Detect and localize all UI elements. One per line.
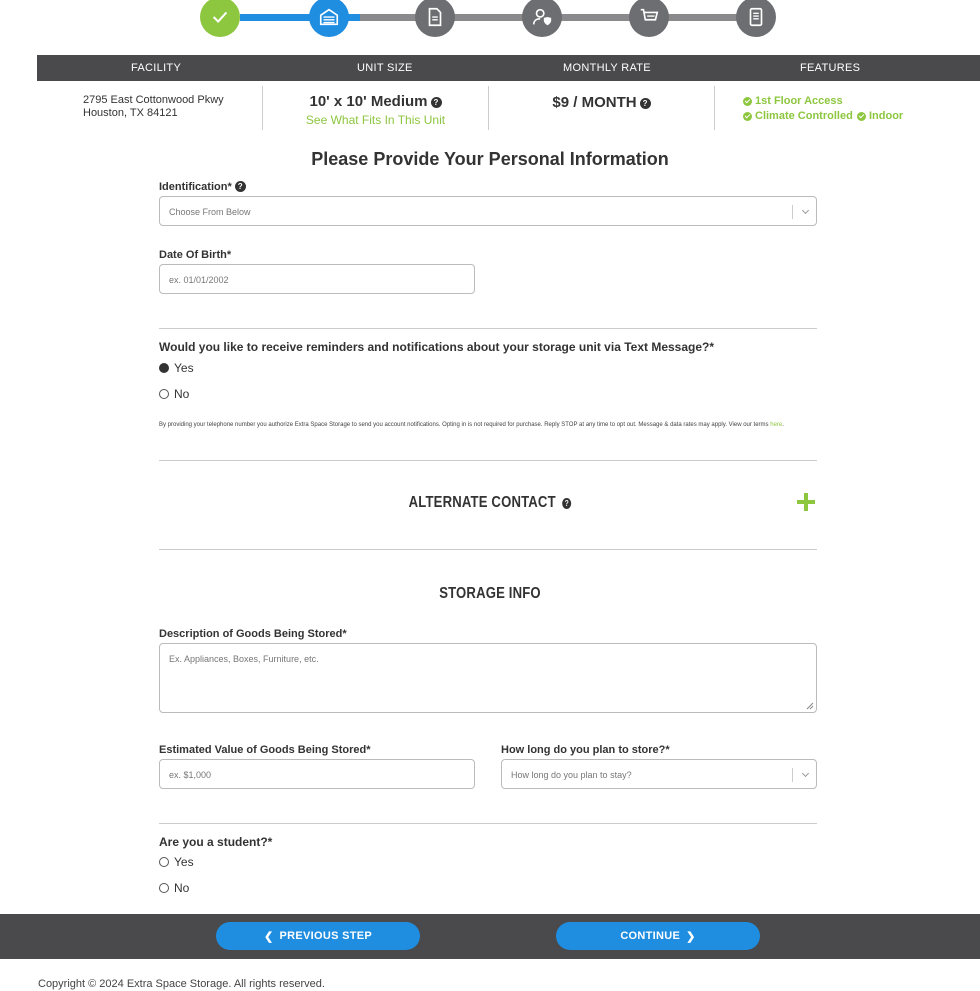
continue-button[interactable]: CONTINUE ❯ (556, 922, 760, 950)
header-features: FEATURES (800, 62, 861, 74)
estimated-value-input[interactable]: ex. $1,000 (159, 759, 475, 789)
check-circle-icon (857, 112, 866, 121)
sms-question: Would you like to receive reminders and notifications about your storage unit via Text Message?* (159, 340, 715, 354)
sms-no-radio[interactable]: No (159, 387, 189, 401)
feature-item: Indoor (857, 110, 903, 122)
help-icon[interactable]: ? (640, 98, 651, 109)
identification-label: Identification* ? (159, 181, 246, 193)
step-reserve[interactable] (200, 0, 240, 37)
identification-select[interactable]: Choose From Below (159, 196, 817, 226)
student-question: Are you a student?* (159, 835, 273, 849)
chevron-right-icon: ❯ (686, 930, 696, 943)
step-account[interactable] (522, 0, 562, 37)
header-monthly-rate: MONTHLY RATE (563, 62, 651, 74)
storage-info-heading: STORAGE INFO (439, 585, 541, 602)
step-payment[interactable] (629, 0, 669, 37)
divider (159, 460, 817, 461)
reservation-summary-header (37, 55, 980, 81)
header-unit-size: UNIT SIZE (357, 62, 413, 74)
document-icon (424, 6, 446, 28)
divider (159, 328, 817, 329)
user-shield-icon (531, 6, 553, 28)
divider (714, 86, 715, 130)
monthly-rate-block (489, 94, 714, 111)
facility-address (83, 94, 224, 120)
radio-icon (159, 857, 169, 867)
radio-icon (159, 883, 169, 893)
check-circle-icon (743, 112, 752, 121)
radio-icon (159, 389, 169, 399)
sms-disclaimer: By providing your telephone number you authorize Extra Space Storage to send you account notifications. Opting in is not required for purchase. Reply STOP at any time to opt out. Message & data rates may apply. View our terms here. (159, 422, 784, 428)
step-details[interactable] (415, 0, 455, 37)
resize-handle-icon[interactable] (806, 702, 814, 710)
checkmark-icon (209, 6, 231, 28)
monthly-rate-value: $9 / MONTH (552, 94, 637, 111)
header-facility: FACILITY (131, 62, 182, 74)
divider (159, 823, 817, 824)
receipt-icon (745, 6, 767, 28)
chevron-down-icon (802, 207, 809, 214)
student-no-radio[interactable]: No (159, 881, 189, 895)
help-icon[interactable]: ? (562, 498, 571, 509)
page-title: Please Provide Your Personal Information (311, 149, 669, 169)
terms-link[interactable]: here (770, 422, 783, 428)
help-icon[interactable]: ? (235, 181, 246, 192)
add-alternate-contact-plus-icon[interactable] (797, 493, 815, 511)
dob-label: Date Of Birth* (159, 249, 232, 261)
storage-duration-label: How long do you plan to store?* (501, 744, 670, 756)
cart-icon (638, 6, 660, 28)
divider (159, 549, 817, 550)
alternate-contact-heading: ALTERNATE CONTACT ? (88, 494, 892, 512)
see-what-fits-link[interactable]: See What Fits In This Unit (305, 113, 446, 127)
goods-description-label: Description of Goods Being Stored* (159, 628, 347, 640)
check-circle-icon (743, 97, 752, 106)
help-icon[interactable]: ? (431, 97, 442, 108)
progress-steps (0, 0, 980, 38)
goods-description-textarea[interactable]: Ex. Appliances, Boxes, Furniture, etc. (159, 643, 817, 713)
storage-unit-icon (318, 6, 340, 28)
student-yes-radio[interactable]: Yes (159, 855, 194, 869)
sms-yes-radio[interactable]: Yes (159, 361, 194, 375)
previous-step-button[interactable]: ❮ PREVIOUS STEP (216, 922, 420, 950)
dob-input[interactable]: ex. 01/01/2002 (159, 264, 475, 294)
chevron-left-icon: ❮ (263, 930, 274, 943)
step-unit[interactable] (309, 0, 349, 37)
feature-item: Climate Controlled (743, 110, 853, 122)
estimated-value-label: Estimated Value of Goods Being Stored* (159, 744, 371, 756)
bottom-nav-bar (0, 914, 980, 959)
step-confirmation[interactable] (736, 0, 776, 37)
storage-duration-select[interactable]: How long do you plan to stay? (501, 759, 817, 789)
facility-city: Houston, TX 84121 (83, 107, 178, 119)
unit-size-block (263, 93, 488, 127)
facility-street: 2795 East Cottonwood Pkwy (83, 94, 224, 106)
unit-size-value: 10' x 10' Medium (309, 93, 428, 110)
footer-copyright: Copyright © 2024 Extra Space Storage. All rights reserved. (38, 978, 325, 990)
feature-item: 1st Floor Access (743, 95, 843, 107)
chevron-down-icon (802, 770, 809, 777)
radio-selected-icon (159, 363, 169, 373)
